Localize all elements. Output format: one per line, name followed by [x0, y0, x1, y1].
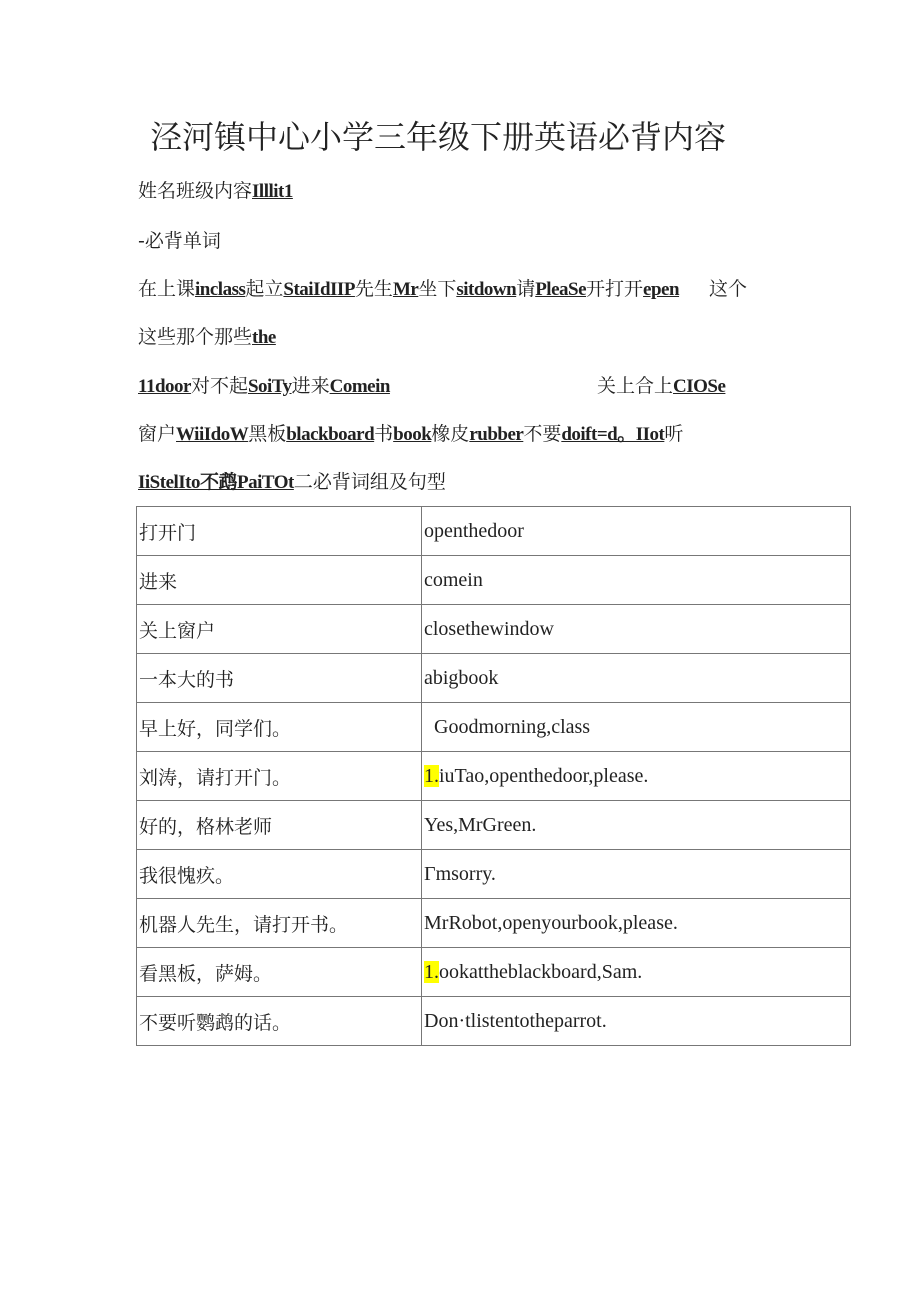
phrase-chinese: 关上窗户: [137, 605, 422, 654]
phrase-english-text: comein: [424, 568, 483, 591]
phrase-chinese: 刘涛，请打开门。: [137, 752, 422, 801]
section-heading-phrases: 二必背词组及句型: [293, 471, 446, 493]
vocab-cn: 这个: [709, 278, 748, 300]
vocab-en: 11door: [138, 376, 191, 397]
vocab-cn: 这些那个那些: [138, 326, 253, 348]
vocab-cn: 对不起: [190, 375, 248, 397]
vocab-en: PaiTOt: [237, 472, 294, 493]
phrase-chinese: 机器人先生，请打开书。: [137, 899, 422, 948]
phrase-english-text: Don·tlistentotheparrot.: [424, 1009, 607, 1032]
phrase-chinese: 不要听鹦鹉的话。: [137, 997, 422, 1046]
vocab-en: CIOSe: [673, 376, 726, 397]
vocab-cn: 不要: [523, 423, 562, 445]
table-row: [137, 752, 851, 801]
vocab-line-3-right: [597, 371, 725, 398]
vocab-cn: 进来: [291, 375, 330, 397]
phrase-english: [422, 605, 851, 654]
table-row: [137, 507, 851, 556]
page-title: 泾河镇中心小学三年级下册英语必背内容: [150, 118, 727, 156]
vocab-en: rubber: [469, 424, 524, 445]
phrase-chinese: 早上好，同学们。: [137, 703, 422, 752]
vocab-cn: 起立: [245, 278, 284, 300]
vocab-en: inclass: [195, 279, 246, 300]
vocab-en: sitdown: [456, 279, 517, 300]
vocab-cn: 请: [516, 278, 536, 300]
vocab-en: 不鹉: [200, 472, 238, 493]
vocab-line-3: [138, 371, 390, 398]
phrase-english: [422, 752, 851, 801]
highlight-mark: 1.: [424, 764, 439, 787]
table-row: [137, 948, 851, 997]
phrase-english: [422, 556, 851, 605]
vocab-en: epen: [643, 279, 680, 300]
vocab-en: Mr: [392, 279, 419, 300]
phrase-chinese: 一本大的书: [137, 654, 422, 703]
header-prefix: 姓名班级内容: [138, 180, 253, 202]
phrase-english-text: abigbook: [424, 666, 499, 689]
phrase-english-text: ookattheblackboard,Sam.: [439, 960, 643, 983]
table-row: [137, 801, 851, 850]
phrase-english-text: openthedoor: [424, 519, 524, 542]
phrase-english: [422, 654, 851, 703]
vocab-en: Comein: [329, 376, 390, 397]
vocab-en: WiiIdoW: [176, 424, 249, 445]
vocab-line-2: [138, 322, 276, 349]
table-row: [137, 997, 851, 1046]
vocab-cn: 坐下: [418, 278, 457, 300]
vocab-line-1: [138, 274, 747, 301]
table-row: [137, 850, 851, 899]
phrase-english-text: MrRobot,openyourbook,please.: [424, 911, 678, 934]
phrase-english-text: iuTao,openthedoor,please.: [439, 764, 649, 787]
vocab-cn: 窗户: [138, 423, 177, 445]
vocab-en: blackboard: [286, 424, 375, 445]
phrase-english-text: Yes,MrGreen.: [424, 813, 537, 836]
phrase-english: [422, 801, 851, 850]
phrase-chinese: 打开门: [137, 507, 422, 556]
vocab-en: the: [252, 327, 276, 348]
vocab-cn: 开打开: [586, 278, 644, 300]
phrase-english: [422, 507, 851, 556]
table-row: [137, 605, 851, 654]
phrase-chinese: 进来: [137, 556, 422, 605]
table-row: [137, 556, 851, 605]
table-row: [137, 654, 851, 703]
vocab-en: doift=d。IIot: [561, 424, 665, 445]
phrase-chinese: 看黑板，萨姆。: [137, 948, 422, 997]
phrase-english: [422, 899, 851, 948]
vocab-cn: 黑板: [248, 423, 287, 445]
phrase-english: [422, 850, 851, 899]
phrase-english-text: closethewindow: [424, 617, 554, 640]
table-row: [137, 703, 851, 752]
vocab-en: PleaSe: [535, 279, 587, 300]
vocab-cn: 关上合上: [597, 375, 674, 397]
phrase-english-text: Γmsorry.: [424, 862, 496, 885]
phrase-english-text: Goodmorning,class: [424, 715, 591, 738]
phrase-english: [422, 997, 851, 1046]
phrase-chinese: 我很愧疚。: [137, 850, 422, 899]
phrase-english: [422, 948, 851, 997]
unit-label: Illlit1: [252, 181, 293, 202]
vocab-cn: 听: [664, 423, 684, 445]
vocab-en: IiStelIto: [138, 472, 200, 493]
vocab-line-4: [138, 419, 683, 446]
vocab-cn: 先生: [354, 278, 393, 300]
phrase-table: [136, 506, 851, 1046]
table-row: [137, 899, 851, 948]
phrase-english: [422, 703, 851, 752]
vocab-en: book: [393, 424, 432, 445]
highlight-mark: 1.: [424, 960, 439, 983]
vocab-cn: 书: [374, 423, 394, 445]
vocab-en: SoiTy: [247, 376, 292, 397]
section-heading-words: -必背单词: [138, 230, 221, 252]
vocab-en: StaiIdIIP: [283, 279, 355, 300]
phrase-chinese: 好的，格林老师: [137, 801, 422, 850]
header-line: [138, 176, 293, 203]
vocab-cn: 在上课: [138, 278, 196, 300]
vocab-cn: 橡皮: [431, 423, 470, 445]
vocab-line-5: [138, 467, 446, 494]
